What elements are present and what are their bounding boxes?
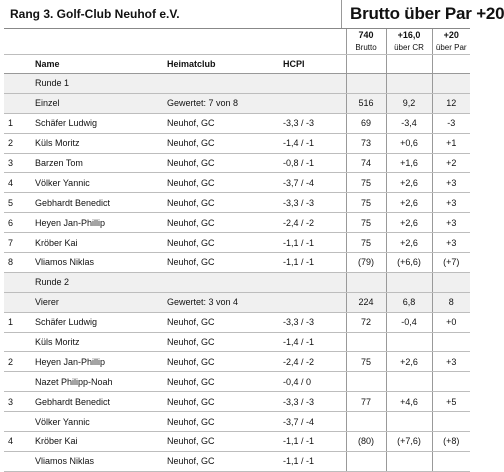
over-par-cell: +3	[432, 193, 470, 213]
over-par-cell: +5	[432, 392, 470, 412]
brutto-cell: 75	[346, 233, 386, 253]
home-club: Neuhof, GC	[164, 253, 280, 273]
over-cr-cell	[386, 412, 432, 432]
hcpi-cell: -0,4 / 0	[280, 372, 346, 392]
hcpi-cell: -1,4 / -1	[280, 332, 346, 352]
home-club: Neuhof, GC	[164, 432, 280, 452]
player-row	[4, 392, 470, 412]
header-cr-label: über CR	[386, 41, 432, 55]
over-par-cell: +3	[432, 352, 470, 372]
home-club: Neuhof, GC	[164, 193, 280, 213]
player-name: Vliamos Niklas	[33, 253, 164, 273]
home-club: Neuhof, GC	[164, 352, 280, 372]
over-cr-cell: +2,6	[386, 233, 432, 253]
over-cr-cell: +4,6	[386, 392, 432, 412]
counted-label: Gewertet: 7 von 8	[164, 93, 280, 113]
column-header-row	[4, 55, 470, 74]
hcpi-cell: -3,7 / -4	[280, 173, 346, 193]
rank-cell: 8	[4, 253, 33, 273]
round-header-row	[4, 74, 470, 94]
brutto-cell	[346, 451, 386, 471]
player-row	[4, 372, 470, 392]
player-row	[4, 312, 470, 332]
home-club: Neuhof, GC	[164, 312, 280, 332]
player-row	[4, 193, 470, 213]
player-name: Küls Moritz	[33, 133, 164, 153]
brutto-cell: 224	[346, 292, 386, 312]
title-bar	[0, 0, 504, 29]
brutto-cell	[346, 372, 386, 392]
brutto-cell: (80)	[346, 432, 386, 452]
over-cr-cell: +1,6	[386, 153, 432, 173]
hcpi-cell	[280, 93, 346, 113]
over-par-cell	[432, 372, 470, 392]
rank-cell: 6	[4, 213, 33, 233]
over-par-cell: +3	[432, 213, 470, 233]
counted-label: Gewertet: 3 von 4	[164, 292, 280, 312]
player-row	[4, 332, 470, 352]
over-par-cell: (+8)	[432, 432, 470, 452]
over-par-cell: +1	[432, 133, 470, 153]
player-name: Kröber Kai	[33, 233, 164, 253]
header-brutto-total: 740	[346, 29, 386, 41]
over-cr-cell	[386, 332, 432, 352]
brutto-cell: 75	[346, 173, 386, 193]
home-club: Neuhof, GC	[164, 332, 280, 352]
round-summary-row	[4, 93, 470, 113]
over-cr-cell: -0,4	[386, 312, 432, 332]
player-name: Kröber Kai	[33, 432, 164, 452]
rank-cell: 3	[4, 153, 33, 173]
player-row	[4, 412, 470, 432]
round-label: Runde 2	[33, 272, 164, 292]
header-par-total: +20	[432, 29, 470, 41]
over-par-cell: (+7)	[432, 253, 470, 273]
over-cr-cell: +2,6	[386, 193, 432, 213]
rank-cell	[4, 93, 33, 113]
over-par-cell: 8	[432, 292, 470, 312]
home-club: Neuhof, GC	[164, 392, 280, 412]
club-rank-title: Rang 3. Golf-Club Neuhof e.V.	[10, 7, 180, 21]
brutto-cell: (79)	[346, 253, 386, 273]
over-cr-cell: +2,6	[386, 173, 432, 193]
over-cr-cell: (+6,6)	[386, 253, 432, 273]
home-club: Neuhof, GC	[164, 153, 280, 173]
player-name: Völker Yannic	[33, 173, 164, 193]
over-cr-cell: +0,6	[386, 133, 432, 153]
hcpi-cell: -3,3 / -3	[280, 312, 346, 332]
hcpi-cell	[280, 292, 346, 312]
over-cr-cell	[386, 372, 432, 392]
brutto-cell: 75	[346, 352, 386, 372]
header-brutto-label: Brutto	[346, 41, 386, 55]
rank-cell	[4, 332, 33, 352]
over-cr-cell: -3,4	[386, 113, 432, 133]
over-cr-cell	[386, 451, 432, 471]
rank-cell: 1	[4, 312, 33, 332]
player-name: Barzen Tom	[33, 153, 164, 173]
player-row	[4, 432, 470, 452]
player-name: Nazet Philipp-Noah	[33, 372, 164, 392]
home-club: Neuhof, GC	[164, 133, 280, 153]
player-row	[4, 253, 470, 273]
over-cr-cell: (+7,6)	[386, 432, 432, 452]
over-par-cell	[432, 451, 470, 471]
over-cr-cell: 9,2	[386, 93, 432, 113]
brutto-cell: 74	[346, 153, 386, 173]
hcpi-cell: -3,7 / -4	[280, 412, 346, 432]
over-par-cell: +0	[432, 312, 470, 332]
player-name: Heyen Jan-Phillip	[33, 213, 164, 233]
player-name: Küls Moritz	[33, 332, 164, 352]
rank-cell	[4, 451, 33, 471]
title-divider	[341, 0, 342, 29]
rank-cell	[4, 292, 33, 312]
rank-cell	[4, 372, 33, 392]
scoring-mode-title: Brutto über Par +20	[350, 4, 504, 23]
rank-cell: 1	[4, 113, 33, 133]
player-name: Völker Yannic	[33, 412, 164, 432]
brutto-cell	[346, 332, 386, 352]
over-par-cell: 12	[432, 93, 470, 113]
over-cr-cell: 6,8	[386, 292, 432, 312]
brutto-cell: 75	[346, 193, 386, 213]
player-row	[4, 113, 470, 133]
player-name: Vliamos Niklas	[33, 451, 164, 471]
hcpi-cell: -1,1 / -1	[280, 253, 346, 273]
home-club: Neuhof, GC	[164, 213, 280, 233]
over-par-cell: +2	[432, 153, 470, 173]
player-row	[4, 233, 470, 253]
over-par-cell: +3	[432, 173, 470, 193]
header-cr-total: +16,0	[386, 29, 432, 41]
home-club: Neuhof, GC	[164, 372, 280, 392]
column-name-header: Name	[33, 55, 164, 74]
header-sub-row	[4, 41, 470, 55]
player-row	[4, 153, 470, 173]
player-name: Gebhardt Benedict	[33, 392, 164, 412]
home-club: Neuhof, GC	[164, 173, 280, 193]
rank-cell: 3	[4, 392, 33, 412]
hcpi-cell: -1,1 / -1	[280, 432, 346, 452]
over-cr-cell: +2,6	[386, 213, 432, 233]
home-club: Neuhof, GC	[164, 451, 280, 471]
brutto-cell: 72	[346, 312, 386, 332]
format-label: Einzel	[33, 93, 164, 113]
header-par-label: über Par	[432, 41, 470, 55]
player-name: Heyen Jan-Phillip	[33, 352, 164, 372]
hcpi-cell: -0,8 / -1	[280, 153, 346, 173]
results-table	[4, 29, 470, 472]
brutto-cell: 75	[346, 213, 386, 233]
column-club-header: Heimatclub	[164, 55, 280, 74]
rank-cell	[4, 412, 33, 432]
column-hcpi-header: HCPI	[280, 55, 346, 74]
over-par-cell: +3	[432, 233, 470, 253]
hcpi-cell: -1,1 / -1	[280, 451, 346, 471]
round-summary-row	[4, 292, 470, 312]
hcpi-cell: -1,4 / -1	[280, 133, 346, 153]
round-label: Runde 1	[33, 74, 164, 94]
home-club: Neuhof, GC	[164, 233, 280, 253]
header-values-row	[4, 29, 470, 41]
round-header-row	[4, 272, 470, 292]
player-row	[4, 213, 470, 233]
rank-cell: 4	[4, 432, 33, 452]
home-club: Neuhof, GC	[164, 113, 280, 133]
hcpi-cell: -1,1 / -1	[280, 233, 346, 253]
brutto-cell	[346, 412, 386, 432]
player-name: Gebhardt Benedict	[33, 193, 164, 213]
brutto-cell: 516	[346, 93, 386, 113]
player-row	[4, 173, 470, 193]
rank-cell: 5	[4, 193, 33, 213]
brutto-cell: 69	[346, 113, 386, 133]
over-par-cell: -3	[432, 113, 470, 133]
rank-cell: 2	[4, 352, 33, 372]
over-par-cell	[432, 412, 470, 432]
brutto-cell: 77	[346, 392, 386, 412]
format-label: Vierer	[33, 292, 164, 312]
hcpi-cell: -2,4 / -2	[280, 213, 346, 233]
rank-cell: 7	[4, 233, 33, 253]
over-par-cell	[432, 332, 470, 352]
home-club: Neuhof, GC	[164, 412, 280, 432]
rank-cell: 4	[4, 173, 33, 193]
player-row	[4, 451, 470, 471]
over-cr-cell: +2,6	[386, 352, 432, 372]
hcpi-cell: -3,3 / -3	[280, 113, 346, 133]
brutto-cell: 73	[346, 133, 386, 153]
hcpi-cell: -2,4 / -2	[280, 352, 346, 372]
hcpi-cell: -3,3 / -3	[280, 193, 346, 213]
player-name: Schäfer Ludwig	[33, 312, 164, 332]
hcpi-cell: -3,3 / -3	[280, 392, 346, 412]
player-row	[4, 352, 470, 372]
player-row	[4, 133, 470, 153]
rank-cell: 2	[4, 133, 33, 153]
player-name: Schäfer Ludwig	[33, 113, 164, 133]
